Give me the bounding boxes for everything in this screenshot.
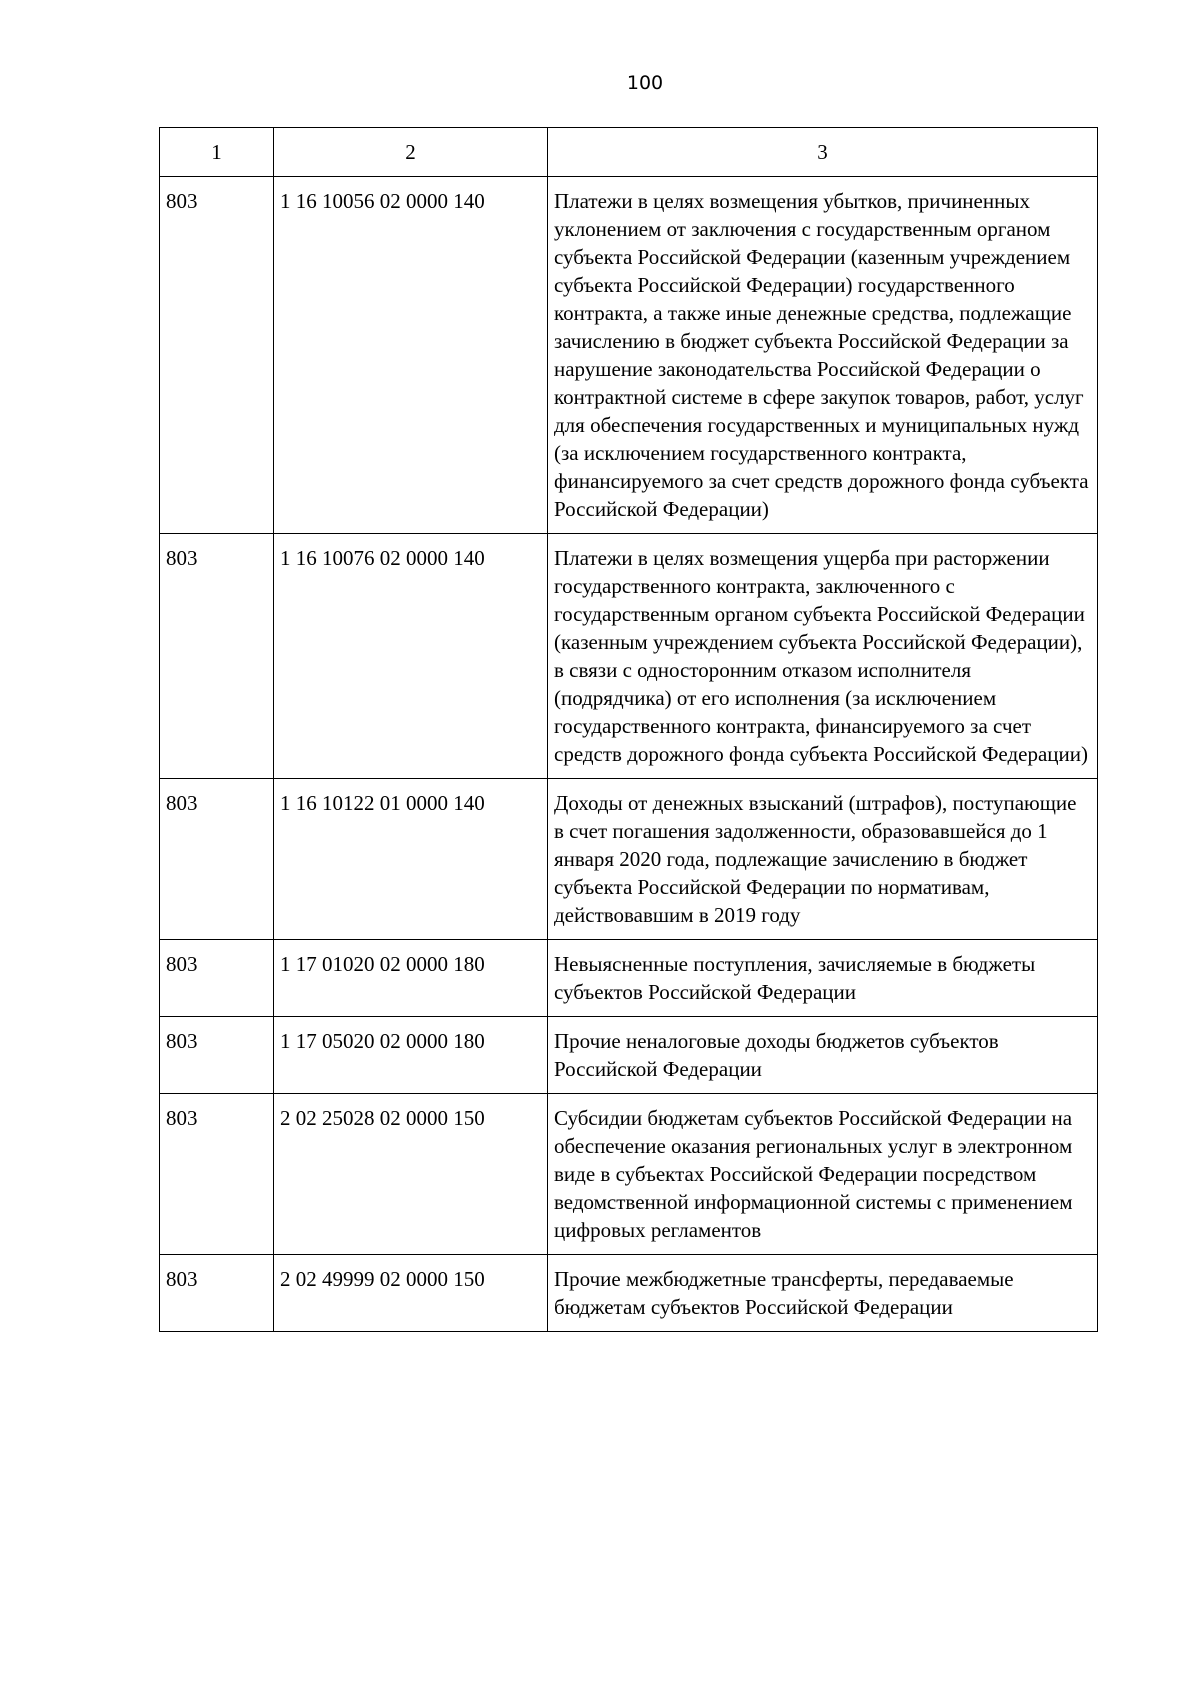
- kbk-code-cell: 1 17 01020 02 0000 180: [274, 940, 548, 1017]
- column-header-1: 1: [160, 128, 274, 177]
- revenue-name-cell: Субсидии бюджетам субъектов Российской Федерации на обеспечение оказания региональных услуг в электронном виде в субъектах Российской Федерации посредством ведомственной информационной системы с применением цифровых регламентов: [548, 1094, 1098, 1255]
- page-number: 100: [626, 72, 664, 94]
- table-row: [160, 1017, 1098, 1094]
- table-body: [160, 177, 1098, 1332]
- admin-code-cell: 803: [160, 177, 274, 534]
- admin-code-cell: 803: [160, 1255, 274, 1332]
- budget-revenue-table: [159, 127, 1098, 1332]
- column-header-3: 3: [548, 128, 1098, 177]
- table-header-row: [160, 128, 1098, 177]
- admin-code-cell: 803: [160, 1017, 274, 1094]
- kbk-code-cell: 2 02 49999 02 0000 150: [274, 1255, 548, 1332]
- kbk-code-cell: 2 02 25028 02 0000 150: [274, 1094, 548, 1255]
- table-row: [160, 940, 1098, 1017]
- admin-code-cell: 803: [160, 1094, 274, 1255]
- revenue-name-cell: Платежи в целях возмещения ущерба при расторжении государственного контракта, заключенного с государственным органом субъекта Российской Федерации (казенным учреждением субъекта Российской Федерации), в связи с односторонним отказом исполнителя (подрядчика) от его исполнения (за исключением государственного контракта, финансируемого за счет средств дорожного фонда субъекта Российской Федерации): [548, 534, 1098, 779]
- column-header-2: 2: [274, 128, 548, 177]
- revenue-name-cell: Прочие неналоговые доходы бюджетов субъектов Российской Федерации: [548, 1017, 1098, 1094]
- revenue-name-cell: Доходы от денежных взысканий (штрафов), поступающие в счет погашения задолженности, образовавшейся до 1 января 2020 года, подлежащие зачислению в бюджет субъекта Российской Федерации по нормативам, действовавшим в 2019 году: [548, 779, 1098, 940]
- kbk-code-cell: 1 16 10056 02 0000 140: [274, 177, 548, 534]
- table-row: [160, 1255, 1098, 1332]
- admin-code-cell: 803: [160, 534, 274, 779]
- kbk-code-cell: 1 17 05020 02 0000 180: [274, 1017, 548, 1094]
- kbk-code-cell: 1 16 10076 02 0000 140: [274, 534, 548, 779]
- table-header: [160, 128, 1098, 177]
- table-row: [160, 779, 1098, 940]
- revenue-name-cell: Платежи в целях возмещения убытков, причиненных уклонением от заключения с государственным органом субъекта Российской Федерации (казенным учреждением субъекта Российской Федерации) государственного контракта, а также иные денежные средства, подлежащие зачислению в бюджет субъекта Российской Федерации за нарушение законодательства Российской Федерации о контрактной системе в сфере закупок товаров, работ, услуг для обеспечения государственных и муниципальных нужд (за исключением государственного контракта, финансируемого за счет средств дорожного фонда субъекта Российской Федерации): [548, 177, 1098, 534]
- admin-code-cell: 803: [160, 779, 274, 940]
- table-row: [160, 534, 1098, 779]
- admin-code-cell: 803: [160, 940, 274, 1017]
- table-row: [160, 177, 1098, 534]
- kbk-code-cell: 1 16 10122 01 0000 140: [274, 779, 548, 940]
- revenue-name-cell: Прочие межбюджетные трансферты, передаваемые бюджетам субъектов Российской Федерации: [548, 1255, 1098, 1332]
- revenue-name-cell: Невыясненные поступления, зачисляемые в бюджеты субъектов Российской Федерации: [548, 940, 1098, 1017]
- table-row: [160, 1094, 1098, 1255]
